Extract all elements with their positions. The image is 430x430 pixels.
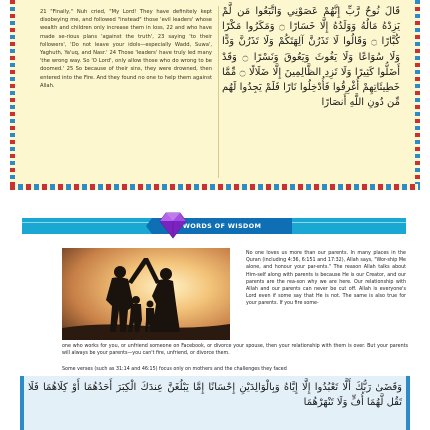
arabic-verses [222, 4, 400, 110]
arabic-quote [28, 380, 402, 410]
panel-border-bottom [10, 184, 420, 190]
arabic-quote-text: وَقَضَىٰ رَبُّكَ أَلَّا تَعْبُدُوا إِلَّا إِيَّاهُ وَبِالْوَالِدَيْنِ إِحْسَانًا إِمَّا يَبْلُغَنَّ عِندَكَ الْكِبَرَ أَحَدُهُمَا أَوْ كِلَاهُمَا فَلَا تَقُل لَّهُمَا أُفٍّ وَلَا تَنْهَرْهُمَا [28, 382, 402, 408]
panel-divider [218, 6, 219, 178]
arabic-panel-border-left [20, 376, 24, 430]
gem-icon [158, 210, 188, 240]
arabic-panel-border-right [406, 376, 410, 430]
family-silhouette-photo [62, 248, 230, 340]
panel-border-left [10, 0, 15, 190]
article-continuation: one who works for you, or unfriend someone on Facebook, or divorce your spouse, then your relationship with them is over. But your parents will always be your parents—you can't fire, unfriend, or divorce them. [62, 344, 408, 357]
article-right-column [246, 250, 406, 309]
article-next-paragraph: Some verses (such as 31:14 and 46:15) focus only on mothers and the challenges they faced [62, 367, 287, 372]
article-paragraph: No one loves us more than our parents. In many places in the Quran (including 4:36, 6:151 and 17:32), Allah says, "Wor-ship Me alone, and honour your par-ents." The reason Allah talks about Him-self along with parents is because He is our Creator, and our parents are the rea-son why we are here. Our relationship with Allah and our parents can never be cut off. Allah is everyone's Lord even if some say that He is not. The same is also true for your parents. If you fire some- [246, 251, 406, 307]
panel-border-right [415, 0, 420, 190]
article-bottom-text [62, 343, 408, 357]
wisdom-title: WORDS OF WISDOM [152, 218, 292, 234]
arabic-verses-text: قَالَ نُوحٌ رَّبِّ إِنَّهُمْ عَصَوْنِي وَاتَّبَعُوا مَن لَّمْ يَزِدْهُ مَالُهُ وَوَلَدُهُ إِلَّا خَسَارًا ۝ وَمَكَرُوا مَكْرًا كُبَّارًا ۝ وَقَالُوا لَا تَذَرُنَّ آلِهَتَكُمْ وَلَا تَذَرُنَّ وَدًّا وَلَا سُوَاعًا وَلَا يَغُوثَ وَيَعُوقَ وَنَسْرًا ۝ وَقَدْ أَضَلُّوا كَثِيرًا وَلَا تَزِدِ الظَّالِمِينَ إِلَّا ضَلَالًا ۝ مِّمَّا خَطِيئَاتِهِمْ أُغْرِقُوا فَأُدْخِلُوا نَارًا فَلَمْ يَجِدُوا لَهُم مِّن دُونِ اللَّهِ أَنصَارًا [222, 6, 400, 109]
english-translation [40, 8, 212, 90]
article-bottom-text-2 [62, 366, 408, 373]
english-translation-text: 21 "Finally," Nuh cried, "My Lord! They have definitely kept disobeying me, and followed "instead" those 'evil leaders' whose wealth and children only increase them in loss, 22 and who have made se-rious plans 'against the truth', 23 saying 'to their followers', 'Do not leave your idols—especially Wadd, Suwa', Yaghuth, Ya'uq, and Nasr.' 24 Those 'leaders' have truly led many 'the wrong way. So 'O Lord', only allow those who do wrong to be doomed.' 25 So because of their sins, they were drowned, then entered into the Fire. And they found no one to help them against Allah. [40, 9, 212, 89]
